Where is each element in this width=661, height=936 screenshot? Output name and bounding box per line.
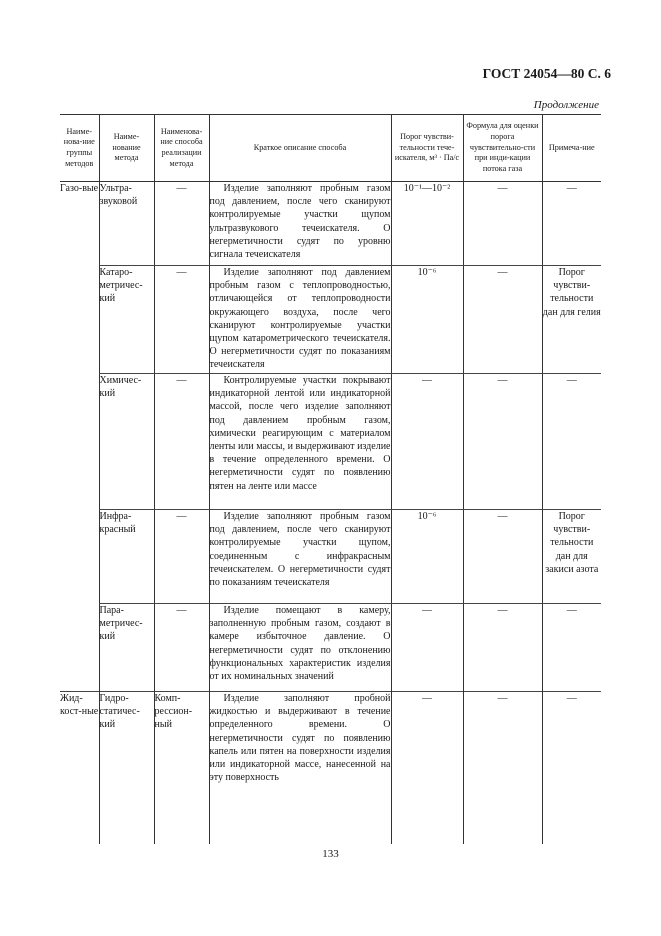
cell-formula: — — [463, 604, 542, 692]
cell-group: Жид-кост-ные — [60, 692, 99, 844]
table-row — [60, 510, 601, 604]
cell-description: Изделие заполняют под давлением пробным газом с теплопроводностью, отличающейся от теплопроводности окружающего воздуха, после чего сканируют контролируемые участки щупом катарометрического течеискателя. О негерметичности судят по показаниям течеискателя — [209, 266, 391, 374]
table-row — [60, 604, 601, 692]
cell-way: — — [154, 374, 209, 510]
cell-threshold: — — [391, 692, 463, 844]
cell-note: — — [542, 182, 601, 266]
methods-table — [60, 114, 601, 844]
cell-description: Изделие заполняют пробным газом под давлением, после чего сканируют контролируемые участки щупом ультразвукового течеискателя. О негерметичности судят по уровню сигнала течеискателя — [209, 182, 391, 266]
cell-formula: — — [463, 510, 542, 604]
cell-method: Катаро-метричес-кий — [99, 266, 154, 374]
cell-way: — — [154, 182, 209, 266]
header-description: Краткое описание способа — [209, 115, 391, 182]
cell-group — [60, 374, 99, 510]
table-row — [60, 182, 601, 266]
cell-threshold: — — [391, 604, 463, 692]
cell-description: Изделие помещают в камеру, заполненную пробным газом, создают в камере избыточное давление. О негерметичности судят по отклонению функциональных характеристик изделия от их номинальных значений — [209, 604, 391, 692]
header-group: Наиме-нова-ние группы методов — [60, 115, 99, 182]
table-row — [60, 374, 601, 510]
header-method: Наиме-нование метода — [99, 115, 154, 182]
header-note: Примеча-ние — [542, 115, 601, 182]
cell-note: Порог чувстви-тельности дан для гелия — [542, 266, 601, 374]
cell-threshold: 10⁻⁶ — [391, 510, 463, 604]
cell-method: Химичес-кий — [99, 374, 154, 510]
cell-formula: — — [463, 692, 542, 844]
cell-group — [60, 604, 99, 692]
cell-way: — — [154, 604, 209, 692]
cell-note: Порог чувстви-тельности дан для закиси азота — [542, 510, 601, 604]
cell-method: Пара-метричес-кий — [99, 604, 154, 692]
cell-way: — — [154, 510, 209, 604]
cell-formula: — — [463, 182, 542, 266]
cell-group — [60, 266, 99, 374]
cell-note: — — [542, 692, 601, 844]
header-threshold: Порог чувстви-тельности тече-искателя, м³ · Па/с — [391, 115, 463, 182]
cell-threshold: — — [391, 374, 463, 510]
cell-threshold: 10⁻⁶ — [391, 266, 463, 374]
document-code: ГОСТ 24054—80 С. 6 — [482, 66, 611, 81]
cell-method: Гидро-статичес-кий — [99, 692, 154, 844]
cell-note: — — [542, 374, 601, 510]
table-row — [60, 266, 601, 374]
cell-formula: — — [463, 374, 542, 510]
cell-threshold: 10⁻¹—10⁻² — [391, 182, 463, 266]
cell-method: Инфра-красный — [99, 510, 154, 604]
cell-way: Комп-рессион-ный — [154, 692, 209, 844]
cell-group: Газо-вые — [60, 183, 99, 194]
cell-description: Контролируемые участки покрывают индикаторной лентой или индикаторной массой, после чего изделие заполняют под давлением пробным газом, химически реагирующим с материалом ленты или массы, и выдерживают изделие в течение определенного времени. О негерметичности судят по появлению пятен на ленте или массе — [209, 374, 391, 510]
header-way: Наименова-ние способа реализации метода — [154, 115, 209, 182]
cell-note: — — [542, 604, 601, 692]
cell-way: — — [154, 266, 209, 374]
table-row — [60, 692, 601, 844]
page-number: 133 — [322, 848, 339, 860]
cell-formula: — — [463, 266, 542, 374]
cell-description: Изделие заполняют пробным газом под давлением, после чего сканируют контролируемые участки щупом, соединенным с инфракрасным течеискателем. О негерметичности судят по показаниям течеискателя — [209, 510, 391, 604]
cell-method: Ультра-звуковой — [99, 182, 154, 266]
continuation-label: Продолжение — [533, 99, 599, 111]
header-formula: Формула для оценки порога чувствительно-сти при инди-кации потока газа — [463, 115, 542, 182]
table-header-row — [60, 115, 601, 182]
cell-description: Изделие заполняют пробной жидкостью и выдерживают в течение определенного времени. О негерметичности судят по появлению капель или пятен на поверхности изделия или индикаторной массе, нанесенной на эту поверхность — [209, 692, 391, 844]
cell-group — [60, 510, 99, 604]
